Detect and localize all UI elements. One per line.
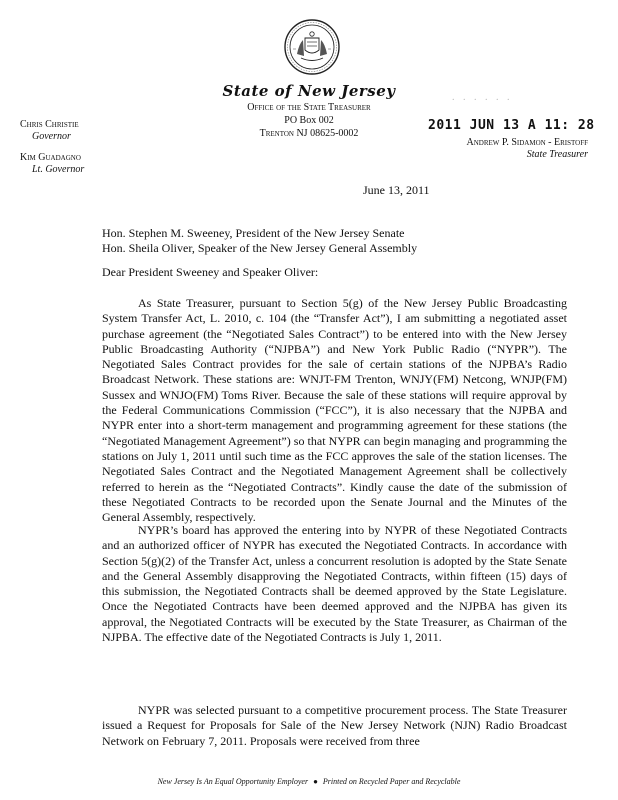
body-paragraph: NYPR’s board has approved the entering into by NYPR of these Negotiated Contracts and an authorized officer of NYPR has executed the Negotiated Contracts. In accordance with Section 5(g)(2) of the Transfer Act, unless a concurrent resolution is adopted by the State Senate and the General Assembly disapproving the Negotiated Contracts, within fifteen (15) days of this submission, the Negotiated Contracts shall be deemed approved by the State Legislature. Once the Negotiated Contracts have been deemed approved and the NJPBA has given its approval, the Negotiated Contracts will be executed by the State Treasurer, as Chairman of the NJPBA. The effective date of the Negotiated Contracts is July 1, 2011. [102, 523, 567, 645]
po-box: PO Box 002 [284, 115, 334, 126]
body-paragraph: NYPR was selected pursuant to a competitive procurement process. The State Treasurer issued a Request for Proposals for Sale of the New Jersey Network (NJN) Radio Broadcast Network on February 7, 2011. Proposals were received from three [102, 703, 567, 748]
salutation: Dear President Sweeney and Speaker Oliver: [102, 265, 319, 279]
office-city: Trenton NJ 08625-0002 [259, 128, 359, 139]
faint-stamp: . . . . . . [452, 92, 513, 103]
footer-equal-opportunity: New Jersey Is An Equal Opportunity Employer [157, 777, 309, 786]
body-paragraph: As State Treasurer, pursuant to Section 5(g) of the New Jersey Public Broadcasting System Transfer Act, L. 2010, c. 104 (the “Transfer Act”), I am submitting a negotiated asset purchase agreement (the “Negotiated Sales Contract”) to be entered into with the New Jersey Public Broadcasting Authority (“NJPBA”) and New York Public Radio (“NYPR”). The Negotiated Sales Contract provides for the sale of certain stations of the NJPBA’s Radio Broadcast Network. These stations are: WNJT-FM Trenton, WNJY(FM) Netcong, WNJP(FM) Sussex and WNJO(FM) Toms River. Because the sale of these stations will require approval by the Federal Communications Commission (“FCC”), it is also necessary that the NJPBA and NYPR enter into a short-term management and programming agreement for these stations (the “Negotiated Management Agreement”) so that NYPR can begin managing and programming the stations on July 1, 2011 until such time as the FCC approves the sale of the station licenses. The Negotiated Sales Contract and the Negotiated Management Agreement shall be collectively referred to herein as the “Negotiated Contracts”. Kindly cause the date of the submission of these Negotiated Contracts to be recorded upon the Senate Journal and the Minutes of the General Assembly, respectively. [102, 296, 567, 525]
received-stamp: 2011 JUN 13 A 11: 28 [428, 118, 595, 133]
governor-title: Governor [32, 131, 71, 142]
footer-recycled: Printed on Recycled Paper and Recyclable [322, 777, 461, 786]
bullet-icon: ● [313, 777, 318, 786]
treasurer-block [467, 137, 589, 161]
letter-date: June 13, 2011 [363, 183, 430, 197]
office-name: Office of the State Treasurer [247, 102, 371, 113]
state-name: State of New Jersey [222, 82, 396, 100]
treasurer-name: Andrew P. Sidamon - Eristoff [466, 137, 588, 148]
recipient-line: Hon. Sheila Oliver, Speaker of the New Jersey General Assembly [102, 241, 418, 255]
footer [0, 777, 618, 786]
treasurer-title: State Treasurer [526, 149, 588, 160]
state-seal-icon [283, 18, 341, 76]
recipient-block [102, 226, 417, 256]
governor-name: Chris Christie [20, 119, 79, 130]
recipient-line: Hon. Stephen M. Sweeney, President of the New Jersey Senate [102, 226, 405, 240]
lt-governor-title: Lt. Governor [32, 164, 85, 175]
governor-block [20, 119, 84, 176]
lt-governor-name: Kim Guadagno [20, 152, 81, 163]
